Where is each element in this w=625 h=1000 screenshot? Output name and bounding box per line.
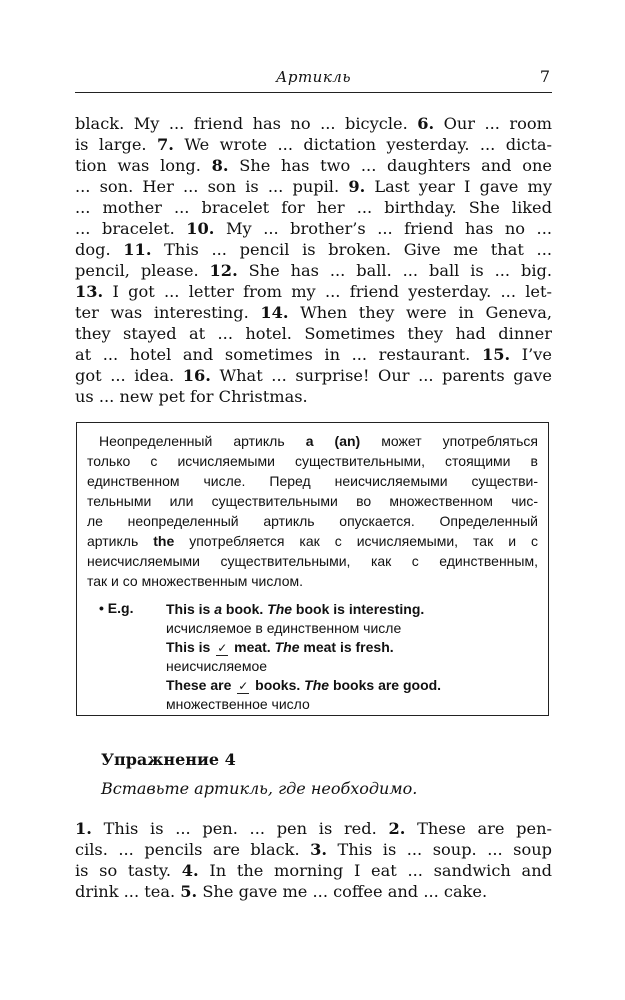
text-line: [87, 531, 538, 551]
text-line: [87, 571, 538, 591]
text-line: [75, 839, 552, 860]
text-segment: black. My ... friend has no ... bicycle.: [75, 114, 418, 133]
page-number: 7: [539, 67, 550, 86]
text-line: [87, 471, 538, 491]
text-segment: I got ... letter from my ... friend yesterday. ... let-: [103, 282, 552, 301]
text-segment: they stayed at ... hotel. Sometimes they had dinner: [75, 324, 552, 343]
item-number: 11.: [123, 240, 152, 259]
text-segment: She has two ... daughters and one: [228, 156, 552, 175]
text-segment: These are pen-: [405, 819, 552, 838]
text-line: [75, 365, 552, 386]
example-note: [99, 695, 529, 714]
text-segment: What ... surprise! Our ... parents gave: [210, 366, 552, 385]
item-number: 6.: [417, 114, 435, 133]
text-segment: meat.: [230, 639, 275, 655]
rule-text: [87, 431, 538, 591]
text-segment: is large.: [75, 135, 158, 154]
text-segment: We wrote ... dictation yesterday. ... dicta-: [173, 135, 552, 154]
text-line: [75, 197, 552, 218]
text-line: [75, 386, 552, 407]
item-number: 1.: [75, 819, 92, 838]
exercise-4-text: [75, 818, 552, 902]
text-line: [75, 218, 552, 239]
omitted-article-check-icon: ✓: [238, 679, 249, 693]
example-sentence-text: [166, 638, 394, 657]
text-segment: только с исчисляемыми существительными, стоящими в: [87, 453, 538, 469]
item-number: 12.: [209, 261, 238, 280]
text-segment: This ... pencil is broken. Give me that ...: [151, 240, 552, 259]
example-note-text: неисчисляемое: [166, 658, 268, 674]
item-number: the: [153, 533, 175, 549]
text-segment: drink ... tea.: [75, 882, 181, 901]
text-line: [75, 818, 552, 839]
text-line: [75, 860, 552, 881]
text-segment: book.: [222, 601, 268, 617]
item-number: a (an): [305, 433, 361, 449]
emphasized-article: a: [214, 601, 223, 617]
example-sentence: [99, 600, 529, 619]
grammar-rule-box: [76, 422, 549, 716]
example-sentence: [99, 638, 529, 657]
text-segment: ... son. Her ... son is ... pupil.: [75, 177, 349, 196]
header-title: Артикль: [275, 68, 352, 86]
text-segment: got ... idea.: [75, 366, 183, 385]
text-line: [75, 881, 552, 902]
text-segment: pencil, please.: [75, 261, 210, 280]
text-line: [87, 431, 538, 451]
text-line: [75, 239, 552, 260]
text-segment: Last year I gave my: [365, 177, 552, 196]
omitted-article-check-icon: ✓: [217, 641, 228, 655]
text-segment: at ... hotel and sometimes in ... restaurant.: [75, 345, 482, 364]
text-line: [75, 155, 552, 176]
text-segment: Неопределенный артикль: [99, 433, 306, 449]
text-segment: meat is fresh.: [299, 639, 394, 655]
item-number: 2.: [388, 819, 406, 838]
text-line: [75, 344, 552, 365]
text-line: [87, 451, 538, 471]
emphasized-article: The: [304, 677, 330, 693]
text-segment: This is ... pen. ... pen is red.: [91, 819, 389, 838]
text-segment: употребляется как с исчисляемыми, так и с: [174, 533, 538, 549]
text-line: [87, 551, 538, 571]
text-line: [75, 323, 552, 344]
item-number: 9.: [348, 177, 366, 196]
item-number: 7.: [157, 135, 174, 154]
text-line: [75, 113, 552, 134]
running-header: [75, 66, 552, 93]
item-number: 15.: [481, 345, 511, 364]
text-segment: books are good.: [329, 677, 442, 693]
item-number: 4.: [181, 861, 199, 880]
example-note: [99, 619, 529, 638]
text-segment: артикль: [87, 533, 154, 549]
text-segment: ле неопределенный артикль опускается. Определенный: [87, 513, 538, 529]
item-number: 16.: [182, 366, 211, 385]
text-line: [75, 281, 552, 302]
item-number: 5.: [180, 882, 198, 901]
text-segment: These are: [166, 677, 236, 693]
text-line: [75, 134, 552, 155]
text-segment: This is ... soup. ... soup: [327, 840, 552, 859]
exercise-title: Упражнение 4: [101, 750, 236, 769]
text-segment: тельными или существительными во множественном чис-: [87, 493, 538, 509]
text-segment: ... bracelet.: [75, 219, 187, 238]
example-note: [99, 657, 529, 676]
text-segment: ter was interesting.: [75, 303, 261, 322]
text-segment: This is: [166, 601, 215, 617]
text-segment: неисчисляемыми существительными, как с единственным,: [87, 553, 538, 569]
text-segment: When they were in Geneva,: [288, 303, 552, 322]
example-note-text: множественное число: [166, 696, 310, 712]
example-sentence: [99, 676, 529, 695]
text-segment: books.: [251, 677, 305, 693]
item-number: 8.: [211, 156, 229, 175]
text-segment: Our ... room: [434, 114, 552, 133]
text-line: [75, 176, 552, 197]
text-segment: cils. ... pencils are black.: [75, 840, 311, 859]
exercise-instruction: Вставьте артикль, где необходимо.: [101, 779, 418, 798]
example-sentence-text: [166, 676, 441, 695]
item-number: 3.: [310, 840, 328, 859]
text-segment: My ... brother’s ... friend has no ...: [214, 219, 552, 238]
text-segment: может употребляться: [360, 433, 538, 449]
emphasized-article: The: [274, 639, 300, 655]
text-segment: book is interesting.: [292, 601, 425, 617]
text-line: [75, 260, 552, 281]
example-sentence-text: [166, 600, 424, 619]
item-number: 14.: [260, 303, 289, 322]
text-segment: In the morning I eat ... sandwich and: [198, 861, 552, 880]
text-line: [87, 511, 538, 531]
text-segment: is so tasty.: [75, 861, 182, 880]
text-segment: ... mother ... bracelet for her ... birthday. She liked: [75, 198, 552, 217]
item-number: 13.: [75, 282, 104, 301]
emphasized-article: The: [267, 601, 293, 617]
text-line: [87, 491, 538, 511]
examples-block: [99, 600, 529, 714]
text-segment: I’ve: [510, 345, 552, 364]
text-segment: She has ... ball. ... ball is ... big.: [237, 261, 552, 280]
item-number: 10.: [186, 219, 215, 238]
text-segment: This is: [166, 639, 215, 655]
example-label: • E.g.: [99, 600, 134, 616]
text-segment: единственном числе. Перед неисчисляемыми существи-: [87, 473, 538, 489]
text-line: [75, 302, 552, 323]
exercise-3-text: [75, 113, 552, 407]
text-segment: tion was long.: [75, 156, 212, 175]
text-segment: dog.: [75, 240, 124, 259]
text-segment: так и со множественным числом.: [87, 573, 303, 589]
text-segment: us ... new pet for Christmas.: [75, 387, 308, 406]
text-segment: She gave me ... coffee and ... cake.: [197, 882, 488, 901]
example-note-text: исчисляемое в единственном числе: [166, 620, 402, 636]
